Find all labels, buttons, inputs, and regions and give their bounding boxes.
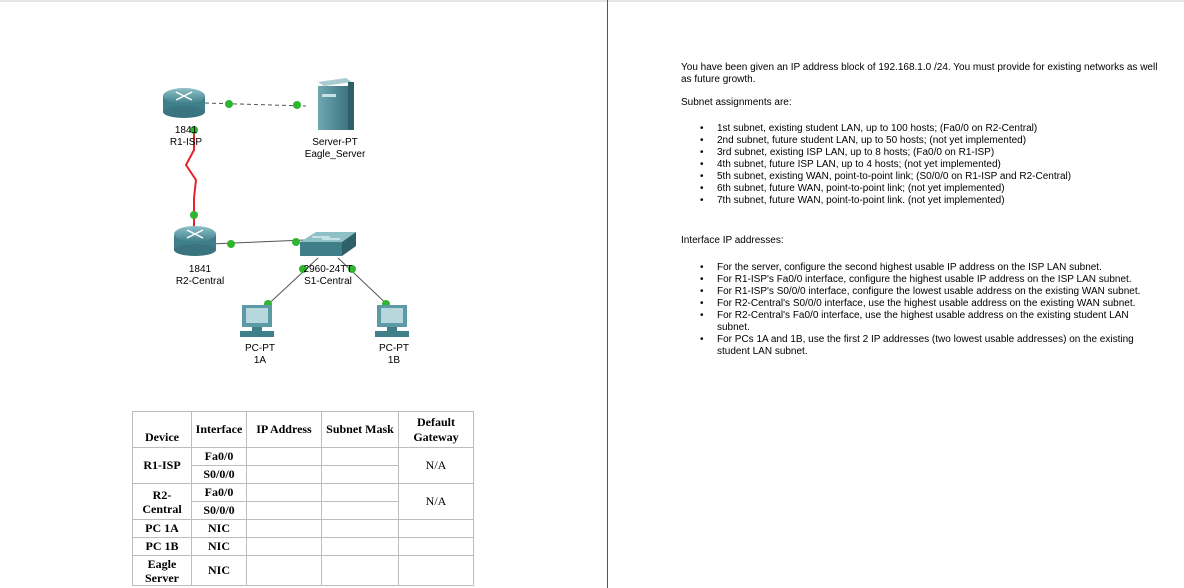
cell-device: R1-ISP (133, 448, 192, 484)
cell-interface: Fa0/0 (192, 484, 247, 502)
cell-subnet-mask[interactable] (322, 538, 399, 556)
switch-icon[interactable] (300, 232, 356, 256)
cell-interface: NIC (192, 520, 247, 538)
list-item: • 5th subnet, existing WAN, point-to-point link; (S0/0/0 on R1-ISP and R2-Central) (681, 171, 1161, 183)
list-item: • For R2-Central's S0/0/0 interface, use the highest usable address on the existing WAN subnet. (681, 298, 1141, 310)
router-r1-icon[interactable] (163, 88, 205, 118)
server-label (292, 137, 378, 161)
r2-label (165, 264, 235, 288)
cell-gateway[interactable] (399, 520, 474, 538)
table-row (133, 556, 474, 586)
intro-paragraph: You have been given an IP address block of 192.168.1.0 /24. You must provide for existing networks as well as future growth. (681, 62, 1158, 85)
cell-interface: NIC (192, 556, 247, 586)
switch-model: 2960-24TT (303, 264, 353, 275)
subnet-list (681, 123, 1161, 207)
cell-subnet-mask[interactable] (322, 484, 399, 502)
switch-label (290, 264, 366, 288)
cell-device: R2-Central (133, 484, 192, 520)
cell-ip-address[interactable] (247, 538, 322, 556)
cell-device: PC 1A (133, 520, 192, 538)
table-row (133, 520, 474, 538)
cell-ip-address[interactable] (247, 502, 322, 520)
link-light (190, 211, 198, 219)
pc-1a-name: 1A (253, 355, 267, 366)
link-light (293, 101, 301, 109)
list-item: • 6th subnet, future WAN, point-to-point link; (not yet implemented) (681, 183, 1161, 195)
server-name: Eagle_Server (304, 149, 366, 160)
header-interface: Interface (192, 412, 247, 448)
pc-1b-name: 1B (387, 355, 401, 366)
r1-name: R1-ISP (169, 137, 203, 148)
cell-interface: S0/0/0 (192, 502, 247, 520)
cell-device: PC 1B (133, 538, 192, 556)
pc-1a-icon[interactable] (240, 305, 274, 337)
header-device: Device (133, 412, 192, 448)
server-model: Server-PT (312, 137, 358, 148)
link-r1-server (205, 103, 306, 106)
link-light (225, 100, 233, 108)
table-row (133, 484, 474, 502)
cell-subnet-mask[interactable] (322, 556, 399, 586)
list-item: • 4th subnet, future ISP LAN, up to 4 hosts; (not yet implemented) (681, 159, 1161, 171)
r1-model: 1841 (174, 125, 198, 136)
header-ip-address: IP Address (247, 412, 322, 448)
cell-subnet-mask[interactable] (322, 448, 399, 466)
list-item: • 3rd subnet, existing ISP LAN, up to 8 hosts; (Fa0/0 on R1-ISP) (681, 147, 1161, 159)
cell-ip-address[interactable] (247, 448, 322, 466)
link-light (292, 238, 300, 246)
list-item: • For the server, configure the second highest usable IP address on the ISP LAN subnet. (681, 262, 1141, 274)
cell-gateway[interactable] (399, 538, 474, 556)
header-default-gateway: Default Gateway (399, 412, 474, 448)
cell-ip-address[interactable] (247, 556, 322, 586)
cell-subnet-mask[interactable] (322, 502, 399, 520)
pc-1b-label (364, 343, 424, 367)
router-r2-icon[interactable] (174, 226, 216, 256)
pc-1a-label (230, 343, 290, 367)
cell-subnet-mask[interactable] (322, 520, 399, 538)
r2-name: R2-Central (175, 276, 225, 287)
list-item: • For R2-Central's Fa0/0 interface, use the highest usable address on the existing student LAN subnet. (681, 310, 1141, 334)
right-page (608, 0, 1184, 588)
list-item: • 1st subnet, existing student LAN, up to 100 hosts; (Fa0/0 on R2-Central) (681, 123, 1161, 135)
subnet-heading: Subnet assignments are: (681, 97, 792, 108)
interface-list (681, 262, 1141, 358)
pc-1b-model: PC-PT (379, 343, 409, 354)
list-item: • For PCs 1A and 1B, use the first 2 IP addresses (two lowest usable addresses) on the existing student LAN subnet. (681, 334, 1141, 358)
r1-label (156, 125, 216, 149)
cell-gateway[interactable] (399, 556, 474, 586)
table-row (133, 448, 474, 466)
cell-gateway: N/A (399, 484, 474, 520)
cell-interface: S0/0/0 (192, 466, 247, 484)
link-r2-switch (210, 240, 305, 244)
cell-gateway: N/A (399, 448, 474, 484)
cell-interface: NIC (192, 538, 247, 556)
list-item: • 2nd subnet, future student LAN, up to 50 hosts; (not yet implemented) (681, 135, 1161, 147)
link-light (227, 240, 235, 248)
pc-1a-model: PC-PT (245, 343, 275, 354)
interface-heading: Interface IP addresses: (681, 235, 784, 246)
cell-ip-address[interactable] (247, 484, 322, 502)
server-icon[interactable] (318, 78, 354, 130)
cell-subnet-mask[interactable] (322, 466, 399, 484)
list-item: • 7th subnet, future WAN, point-to-point link. (not yet implemented) (681, 195, 1161, 207)
cell-interface: Fa0/0 (192, 448, 247, 466)
header-subnet-mask: Subnet Mask (322, 412, 399, 448)
switch-name: S1-Central (304, 276, 352, 287)
table-row (133, 538, 474, 556)
cell-device: Eagle Server (133, 556, 192, 586)
list-item: • For R1-ISP's S0/0/0 interface, configure the lowest usable address on the existing WAN subnet. (681, 286, 1141, 298)
r2-model: 1841 (188, 264, 212, 275)
cell-ip-address[interactable] (247, 466, 322, 484)
topology-diagram (0, 0, 607, 410)
cell-ip-address[interactable] (247, 520, 322, 538)
addressing-table (132, 411, 474, 586)
pc-1b-icon[interactable] (375, 305, 409, 337)
list-item: • For R1-ISP's Fa0/0 interface, configure the highest usable IP address on the ISP LAN subnet. (681, 274, 1141, 286)
